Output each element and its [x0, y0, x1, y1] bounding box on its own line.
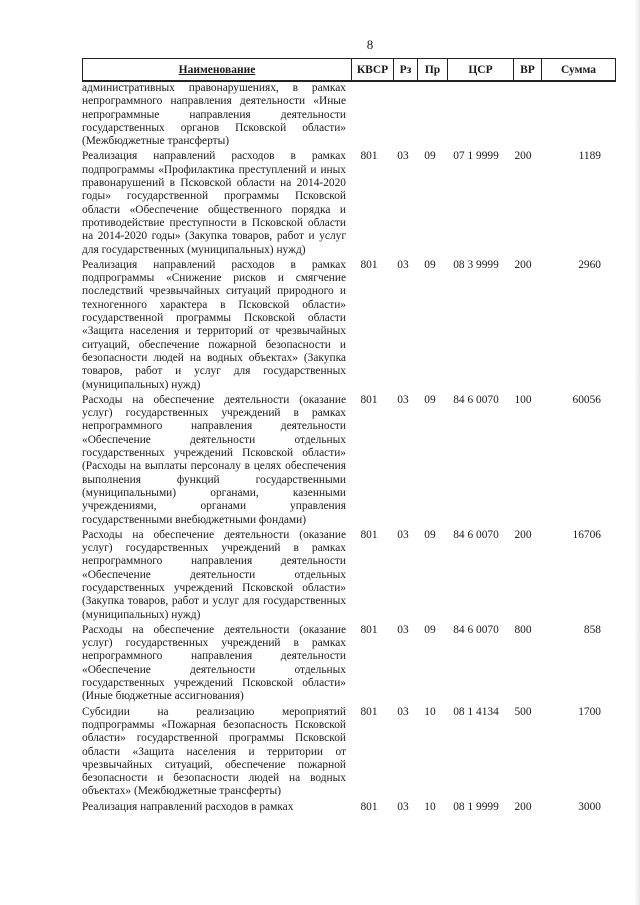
- row-vr: 200: [514, 258, 532, 271]
- table-row: [82, 706, 622, 799]
- row-pr: 10: [424, 800, 436, 813]
- row-kvsr: 801: [360, 528, 378, 541]
- row-pr: 09: [424, 393, 436, 406]
- row-sum: 16706: [572, 528, 601, 541]
- table-row: [82, 624, 622, 704]
- row-sum: 60056: [572, 393, 601, 406]
- header-vr: ВР: [513, 59, 541, 81]
- table-row: [82, 529, 622, 622]
- row-kvsr: 801: [360, 393, 378, 406]
- row-name: Реализация направлений расходов в рамках подпрограммы «Профилактика преступлений и иных правонарушений в Псковской области на 2014-2020 годы» государственной программы Псковской области «Обеспечение общественного порядка и противодействие преступности в Псковской области на 2014-2020 годы» (Закупка товаров, работ и услуг для государственных (муниципальных) нужд): [82, 150, 346, 256]
- row-sum: 858: [583, 623, 601, 636]
- header-csr: ЦСР: [447, 59, 513, 81]
- row-name: административных правонарушениях, в рамках непрограммного направления деятельности «Иные непрограммные направления деятельности государственных органов Псковской области» (Межбюджетные трансферты): [82, 82, 346, 148]
- row-vr: 100: [514, 393, 532, 406]
- header-kvsr: КВСР: [351, 59, 393, 81]
- row-kvsr: 801: [360, 623, 378, 636]
- row-vr: 200: [514, 150, 532, 163]
- row-rz: 03: [397, 150, 409, 163]
- row-vr: 200: [514, 800, 532, 813]
- row-pr: 09: [424, 258, 436, 271]
- row-kvsr: 801: [360, 150, 378, 163]
- row-vr: 200: [514, 528, 532, 541]
- row-csr: 07 1 9999: [453, 150, 499, 163]
- row-pr: 10: [424, 705, 436, 718]
- row-csr: 84 6 0070: [453, 528, 499, 541]
- row-sum: 1189: [578, 150, 601, 163]
- table-body: [82, 82, 622, 816]
- row-pr: 09: [424, 528, 436, 541]
- row-rz: 03: [397, 705, 409, 718]
- row-sum: 2960: [578, 258, 601, 271]
- row-name: Субсидии на реализацию мероприятий подпрограммы «Пожарная безопасность Псковской области» государственной программы Псковской области «Защита населения и территории от чрезвычайных ситуаций, обеспечение пожарной безопасности и безопасности людей на водных объектах» (Межбюджетные трансферты): [82, 705, 346, 798]
- row-vr: 800: [514, 623, 532, 636]
- row-pr: 09: [424, 623, 436, 636]
- row-rz: 03: [397, 393, 409, 406]
- table-row: [82, 259, 622, 392]
- page-number: 8: [366, 37, 374, 52]
- table-header: [82, 58, 616, 82]
- row-sum: 3000: [578, 800, 601, 813]
- row-name: Расходы на обеспечение деятельности (оказание услуг) государственных учреждений в рамках непрограммного направления деятельности «Обеспечение деятельности отдельных государственных учреждений Псковской области» (Иные бюджетные ассигнования): [82, 623, 346, 703]
- table-row: [82, 394, 622, 527]
- row-name: Расходы на обеспечение деятельности (оказание услуг) государственных учреждений в рамках непрограммного направления деятельности «Обеспечение деятельности отдельных государственных учреждений Псковской области» (Расходы на выплаты персоналу в целях обеспечения выполнения функций государственными (муниципальными) органами, казенными учреждениями, органами управления государственными внебюджетными фондами): [82, 393, 346, 526]
- row-csr: 84 6 0070: [453, 393, 499, 406]
- table-row: [82, 82, 622, 148]
- row-name: Расходы на обеспечение деятельности (оказание услуг) государственных учреждений в рамках непрограммного направления деятельности «Обеспечение деятельности отдельных государственных учреждений Псковской области» (Закупка товаров, работ и услуг для государственных (муниципальных) нужд): [82, 528, 346, 621]
- row-kvsr: 801: [360, 258, 378, 271]
- row-rz: 03: [397, 528, 409, 541]
- row-name: Реализация направлений расходов в рамках подпрограммы «Снижение рисков и смягчение последствий чрезвычайных ситуаций природного и техногенного характера в Псковской области» государственной программы Псковской области «Защита населения и территорий от чрезвычайных ситуаций, обеспечение пожарной безопасности и безопасности людей на водных объектах» (Закупка товаров, работ и услуг для государственных (муниципальных) нужд): [82, 258, 346, 391]
- row-vr: 500: [514, 705, 532, 718]
- row-rz: 03: [397, 623, 409, 636]
- row-kvsr: 801: [360, 705, 378, 718]
- row-kvsr: 801: [360, 800, 378, 813]
- header-name: Наименование: [178, 64, 256, 76]
- row-csr: 08 1 9999: [453, 800, 499, 813]
- scan-edge: [634, 0, 640, 905]
- row-rz: 03: [397, 800, 409, 813]
- header-pr: Пр: [417, 59, 447, 81]
- row-csr: 84 6 0070: [453, 623, 499, 636]
- table-row: [82, 150, 622, 256]
- row-rz: 03: [397, 258, 409, 271]
- header-rz: Рз: [393, 59, 417, 81]
- table-row: [82, 801, 622, 814]
- row-csr: 08 3 9999: [453, 258, 499, 271]
- header-sum: Сумма: [541, 59, 615, 81]
- row-pr: 09: [424, 150, 436, 163]
- row-name: Реализация направлений расходов в рамках: [82, 800, 294, 813]
- row-sum: 1700: [578, 705, 601, 718]
- row-csr: 08 1 4134: [453, 705, 499, 718]
